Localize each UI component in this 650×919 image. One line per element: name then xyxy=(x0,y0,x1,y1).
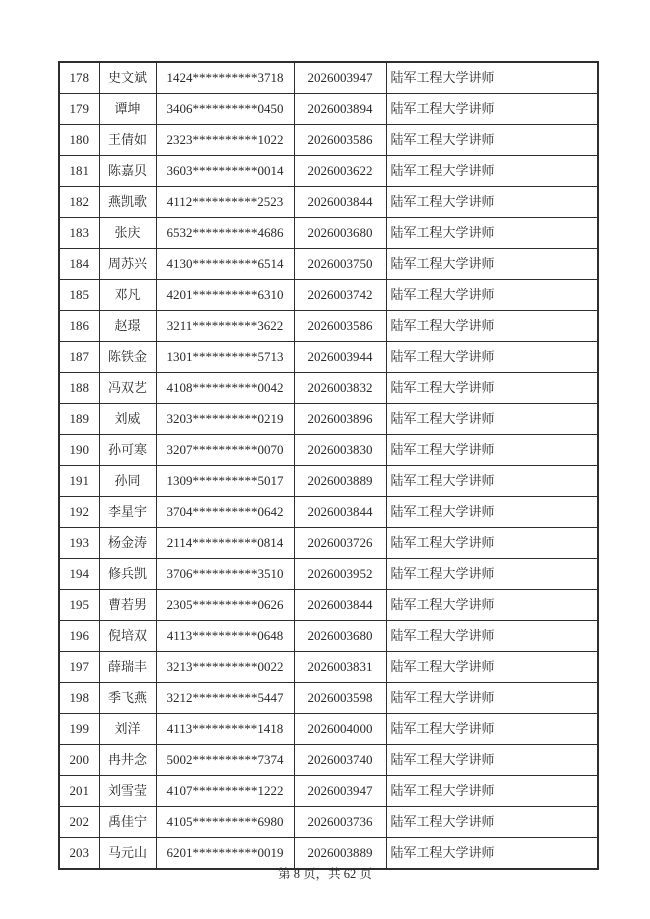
table-row xyxy=(59,807,598,838)
cell-name: 谭坤 xyxy=(99,94,156,125)
table-row xyxy=(59,373,598,404)
table-row xyxy=(59,94,598,125)
cell-position: 陆军工程大学讲师 xyxy=(386,435,598,466)
cell-exam-code: 2026003726 xyxy=(294,528,386,559)
cell-id-number: 4130**********6514 xyxy=(156,249,294,280)
cell-exam-code: 2026003947 xyxy=(294,62,386,94)
cell-seq: 195 xyxy=(59,590,99,621)
cell-position: 陆军工程大学讲师 xyxy=(386,714,598,745)
cell-exam-code: 2026003889 xyxy=(294,838,386,870)
table-row xyxy=(59,62,598,94)
cell-name: 倪培双 xyxy=(99,621,156,652)
cell-exam-code: 2026003889 xyxy=(294,466,386,497)
cell-id-number: 4107**********1222 xyxy=(156,776,294,807)
cell-seq: 178 xyxy=(59,62,99,94)
cell-seq: 190 xyxy=(59,435,99,466)
cell-exam-code: 2026003680 xyxy=(294,218,386,249)
cell-name: 曹若男 xyxy=(99,590,156,621)
cell-position: 陆军工程大学讲师 xyxy=(386,311,598,342)
cell-name: 张庆 xyxy=(99,218,156,249)
roster-table xyxy=(58,61,599,870)
cell-exam-code: 2026003586 xyxy=(294,125,386,156)
cell-seq: 191 xyxy=(59,466,99,497)
table-row xyxy=(59,311,598,342)
cell-seq: 202 xyxy=(59,807,99,838)
cell-name: 冉井念 xyxy=(99,745,156,776)
cell-name: 周苏兴 xyxy=(99,249,156,280)
cell-seq: 196 xyxy=(59,621,99,652)
cell-position: 陆军工程大学讲师 xyxy=(386,745,598,776)
cell-name: 李星宇 xyxy=(99,497,156,528)
cell-exam-code: 2026003586 xyxy=(294,311,386,342)
cell-id-number: 4201**********6310 xyxy=(156,280,294,311)
cell-seq: 185 xyxy=(59,280,99,311)
cell-position: 陆军工程大学讲师 xyxy=(386,125,598,156)
cell-id-number: 2305**********0626 xyxy=(156,590,294,621)
page-number-indicator: 第 8 页，共 62 页 xyxy=(278,867,372,881)
cell-position: 陆军工程大学讲师 xyxy=(386,776,598,807)
table-row xyxy=(59,125,598,156)
table-row xyxy=(59,156,598,187)
cell-position: 陆军工程大学讲师 xyxy=(386,62,598,94)
cell-name: 杨金涛 xyxy=(99,528,156,559)
cell-position: 陆军工程大学讲师 xyxy=(386,838,598,870)
cell-name: 孙可寒 xyxy=(99,435,156,466)
cell-position: 陆军工程大学讲师 xyxy=(386,590,598,621)
cell-id-number: 2114**********0814 xyxy=(156,528,294,559)
cell-id-number: 6201**********0019 xyxy=(156,838,294,870)
cell-id-number: 3211**********3622 xyxy=(156,311,294,342)
table-row xyxy=(59,714,598,745)
cell-name: 薛瑞丰 xyxy=(99,652,156,683)
cell-seq: 197 xyxy=(59,652,99,683)
cell-exam-code: 2026003736 xyxy=(294,807,386,838)
cell-id-number: 3603**********0014 xyxy=(156,156,294,187)
cell-id-number: 1301**********5713 xyxy=(156,342,294,373)
table-row xyxy=(59,435,598,466)
cell-seq: 199 xyxy=(59,714,99,745)
cell-seq: 198 xyxy=(59,683,99,714)
cell-exam-code: 2026003844 xyxy=(294,497,386,528)
table-row xyxy=(59,776,598,807)
cell-name: 陈铁金 xyxy=(99,342,156,373)
cell-seq: 201 xyxy=(59,776,99,807)
cell-exam-code: 2026003844 xyxy=(294,187,386,218)
cell-position: 陆军工程大学讲师 xyxy=(386,559,598,590)
cell-exam-code: 2026003750 xyxy=(294,249,386,280)
cell-exam-code: 2026003830 xyxy=(294,435,386,466)
table-row xyxy=(59,683,598,714)
cell-id-number: 2323**********1022 xyxy=(156,125,294,156)
cell-position: 陆军工程大学讲师 xyxy=(386,373,598,404)
cell-position: 陆军工程大学讲师 xyxy=(386,807,598,838)
cell-position: 陆军工程大学讲师 xyxy=(386,621,598,652)
cell-name: 史文斌 xyxy=(99,62,156,94)
table-row xyxy=(59,652,598,683)
cell-id-number: 3212**********5447 xyxy=(156,683,294,714)
cell-seq: 192 xyxy=(59,497,99,528)
table-row xyxy=(59,249,598,280)
cell-position: 陆军工程大学讲师 xyxy=(386,280,598,311)
cell-name: 邓凡 xyxy=(99,280,156,311)
table-row xyxy=(59,218,598,249)
cell-id-number: 3706**********3510 xyxy=(156,559,294,590)
cell-exam-code: 2026003598 xyxy=(294,683,386,714)
cell-name: 孙同 xyxy=(99,466,156,497)
cell-exam-code: 2026004000 xyxy=(294,714,386,745)
cell-seq: 179 xyxy=(59,94,99,125)
cell-seq: 180 xyxy=(59,125,99,156)
cell-seq: 188 xyxy=(59,373,99,404)
cell-position: 陆军工程大学讲师 xyxy=(386,218,598,249)
cell-exam-code: 2026003742 xyxy=(294,280,386,311)
cell-exam-code: 2026003947 xyxy=(294,776,386,807)
cell-exam-code: 2026003680 xyxy=(294,621,386,652)
cell-name: 禹佳宁 xyxy=(99,807,156,838)
cell-name: 陈嘉贝 xyxy=(99,156,156,187)
cell-id-number: 4108**********0042 xyxy=(156,373,294,404)
cell-seq: 182 xyxy=(59,187,99,218)
cell-exam-code: 2026003952 xyxy=(294,559,386,590)
cell-seq: 189 xyxy=(59,404,99,435)
cell-seq: 181 xyxy=(59,156,99,187)
cell-seq: 193 xyxy=(59,528,99,559)
cell-position: 陆军工程大学讲师 xyxy=(386,249,598,280)
cell-name: 季飞燕 xyxy=(99,683,156,714)
cell-seq: 194 xyxy=(59,559,99,590)
cell-seq: 184 xyxy=(59,249,99,280)
cell-id-number: 4105**********6980 xyxy=(156,807,294,838)
table-row xyxy=(59,528,598,559)
roster-table-container xyxy=(58,61,597,870)
cell-seq: 187 xyxy=(59,342,99,373)
table-row xyxy=(59,559,598,590)
cell-id-number: 3704**********0642 xyxy=(156,497,294,528)
cell-id-number: 1309**********5017 xyxy=(156,466,294,497)
cell-position: 陆军工程大学讲师 xyxy=(386,497,598,528)
cell-position: 陆军工程大学讲师 xyxy=(386,466,598,497)
cell-position: 陆军工程大学讲师 xyxy=(386,528,598,559)
table-row xyxy=(59,621,598,652)
cell-position: 陆军工程大学讲师 xyxy=(386,94,598,125)
cell-exam-code: 2026003896 xyxy=(294,404,386,435)
cell-position: 陆军工程大学讲师 xyxy=(386,156,598,187)
cell-position: 陆军工程大学讲师 xyxy=(386,652,598,683)
cell-id-number: 4113**********1418 xyxy=(156,714,294,745)
table-row xyxy=(59,497,598,528)
table-row xyxy=(59,590,598,621)
cell-name: 冯双艺 xyxy=(99,373,156,404)
cell-name: 刘洋 xyxy=(99,714,156,745)
cell-id-number: 1424**********3718 xyxy=(156,62,294,94)
cell-position: 陆军工程大学讲师 xyxy=(386,404,598,435)
cell-name: 马元山 xyxy=(99,838,156,870)
cell-name: 修兵凯 xyxy=(99,559,156,590)
cell-position: 陆军工程大学讲师 xyxy=(386,342,598,373)
cell-exam-code: 2026003831 xyxy=(294,652,386,683)
cell-name: 刘威 xyxy=(99,404,156,435)
cell-position: 陆军工程大学讲师 xyxy=(386,683,598,714)
cell-name: 王倩如 xyxy=(99,125,156,156)
cell-name: 赵璟 xyxy=(99,311,156,342)
cell-id-number: 3207**********0070 xyxy=(156,435,294,466)
cell-id-number: 6532**********4686 xyxy=(156,218,294,249)
cell-seq: 203 xyxy=(59,838,99,870)
cell-seq: 183 xyxy=(59,218,99,249)
cell-id-number: 3203**********0219 xyxy=(156,404,294,435)
cell-position: 陆军工程大学讲师 xyxy=(386,187,598,218)
cell-id-number: 4113**********0648 xyxy=(156,621,294,652)
cell-id-number: 5002**********7374 xyxy=(156,745,294,776)
cell-id-number: 3213**********0022 xyxy=(156,652,294,683)
table-row xyxy=(59,466,598,497)
table-row xyxy=(59,280,598,311)
table-row xyxy=(59,187,598,218)
table-row xyxy=(59,745,598,776)
cell-exam-code: 2026003944 xyxy=(294,342,386,373)
cell-name: 刘雪莹 xyxy=(99,776,156,807)
roster-table-body xyxy=(59,62,598,869)
cell-exam-code: 2026003622 xyxy=(294,156,386,187)
cell-seq: 200 xyxy=(59,745,99,776)
cell-exam-code: 2026003740 xyxy=(294,745,386,776)
cell-id-number: 3406**********0450 xyxy=(156,94,294,125)
cell-exam-code: 2026003832 xyxy=(294,373,386,404)
cell-name: 燕凯歌 xyxy=(99,187,156,218)
cell-id-number: 4112**********2523 xyxy=(156,187,294,218)
table-row xyxy=(59,342,598,373)
table-row xyxy=(59,404,598,435)
cell-seq: 186 xyxy=(59,311,99,342)
cell-exam-code: 2026003894 xyxy=(294,94,386,125)
cell-exam-code: 2026003844 xyxy=(294,590,386,621)
